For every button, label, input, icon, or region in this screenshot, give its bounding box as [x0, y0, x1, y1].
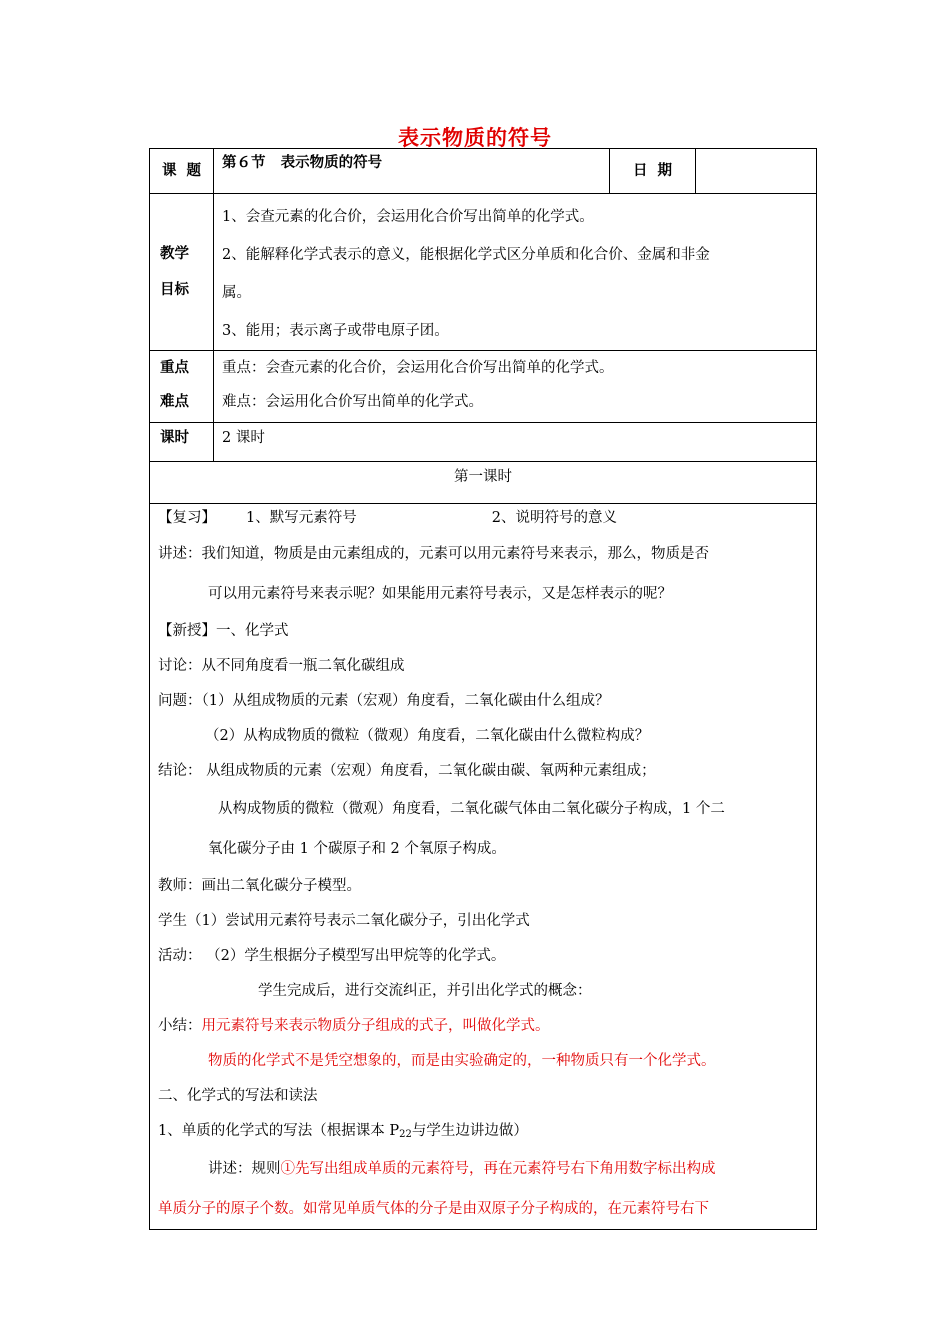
- summary-definition: 用元素符号来表示物质分子组成的式子，叫做化学式。: [201, 1018, 550, 1034]
- goals-label-line1: 教学: [160, 246, 189, 262]
- goal-item-2: 2、能解释化学式表示的意义，能根据化学式区分单质和化合价、金属和非金: [222, 247, 710, 263]
- review-item-2: 2、说明符号的意义: [491, 510, 617, 526]
- summary-line-2: 物质的化学式不是凭空想象的，而是由实验确定的，一种物质只有一个化学式。: [208, 1053, 716, 1069]
- goal-item-1: 1、会查元素的化合价，会运用化合价写出简单的化学式。: [222, 209, 594, 225]
- question-2: （2）从构成物质的微粒（微观）角度看，二氧化碳由什么微粒构成？: [205, 728, 650, 744]
- review-item-1: 1、默写元素符号: [246, 510, 357, 526]
- lesson-plan-table: [149, 148, 817, 1230]
- goals-content: [214, 194, 817, 351]
- topic-row: [150, 149, 817, 194]
- focus-row: [150, 351, 817, 423]
- rule-line-1: [158, 1149, 808, 1189]
- summary-label: 小结：: [158, 1018, 202, 1034]
- conclusion-3: 氧化碳分子由 1 个碳原子和 2 个氧原子构成。: [208, 841, 506, 857]
- review-line: [158, 504, 808, 534]
- hours-row: [150, 423, 817, 462]
- conclusion-2: 从构成物质的微粒（微观）角度看，二氧化碳气体由二氧化碳分子构成，1 个二: [218, 801, 725, 817]
- document-title: 表示物质的符号: [398, 126, 552, 150]
- topic-value: 第６节 表示物质的符号: [214, 149, 610, 194]
- section-title-row: [150, 462, 817, 504]
- goals-row: [150, 194, 817, 351]
- topic-label: 课 题: [150, 149, 214, 194]
- intro-line-1: 讲述：我们知道，物质是由元素组成的，元素可以用元素符号来表示，那么，物质是否: [158, 546, 709, 562]
- focus-label-line2: 难点: [160, 394, 189, 410]
- review-tag: 【复习】: [158, 510, 216, 526]
- part-2-1-text-b: 与学生边讲边做）: [411, 1123, 528, 1139]
- rule-line-2: 单质分子的原子个数。如常见单质气体的分子是由双原子分子构成的，在元素符号右下: [158, 1201, 709, 1217]
- part-2-1-text-a: 1、单质的化学式的写法（根据课本 P: [158, 1123, 400, 1139]
- focus-difficulty: 难点：会运用化合价写出简单的化学式。: [222, 394, 483, 410]
- date-label: 日 期: [610, 149, 696, 194]
- hours-label: 课时: [150, 423, 214, 462]
- intro-line-2: 可以用元素符号来表示呢？如果能用元素符号表示，又是怎样表示的呢？: [208, 586, 672, 602]
- question-1: 问题：（1）从组成物质的元素（宏观）角度看，二氧化碳由什么组成？: [158, 693, 610, 709]
- student-line: 学生（1）尝试用元素符号表示二氧化碳分子，引出化学式: [158, 913, 530, 929]
- conclusion-1: 结论： 从组成物质的元素（宏观）角度看，二氧化碳由碳、氧两种元素组成；: [158, 763, 656, 779]
- summary-line: [158, 1009, 808, 1044]
- content-cell: [150, 504, 817, 1230]
- goal-item-3: 属。: [222, 285, 251, 301]
- date-value: [696, 149, 817, 194]
- page-number-subscript: 22: [399, 1129, 412, 1140]
- content-row: [150, 504, 817, 1230]
- rule-text: ①先写出组成单质的元素符号，再在元素符号右下角用数字标出构成: [280, 1161, 716, 1177]
- after-line: 学生完成后，进行交流纠正，并引出化学式的概念：: [258, 983, 592, 999]
- goal-item-4: 3、能用；表示离子或带电原子团。: [222, 323, 449, 339]
- hours-value: 2 课时: [214, 423, 817, 462]
- discuss-line: 讨论：从不同角度看一瓶二氧化碳组成: [158, 658, 405, 674]
- goals-label: [150, 194, 214, 351]
- rule-label: 讲述：规则: [208, 1161, 281, 1177]
- focus-key: 重点：会查元素的化合价，会运用化合价写出简单的化学式。: [222, 360, 614, 376]
- activity-line: 活动： （2）学生根据分子模型写出甲烷等的化学式。: [158, 948, 506, 964]
- focus-label-line1: 重点: [160, 360, 189, 376]
- part-2-1-heading: [158, 1114, 808, 1149]
- teacher-line: 教师：画出二氧化碳分子模型。: [158, 878, 361, 894]
- focus-content: [214, 351, 817, 423]
- goals-label-line2: 目标: [160, 282, 189, 298]
- part-2-heading: 二、化学式的写法和读法: [158, 1088, 318, 1104]
- section-title: 第一课时: [150, 462, 817, 504]
- focus-label: [150, 351, 214, 423]
- new-lesson-line: 【新授】一、化学式: [158, 623, 289, 639]
